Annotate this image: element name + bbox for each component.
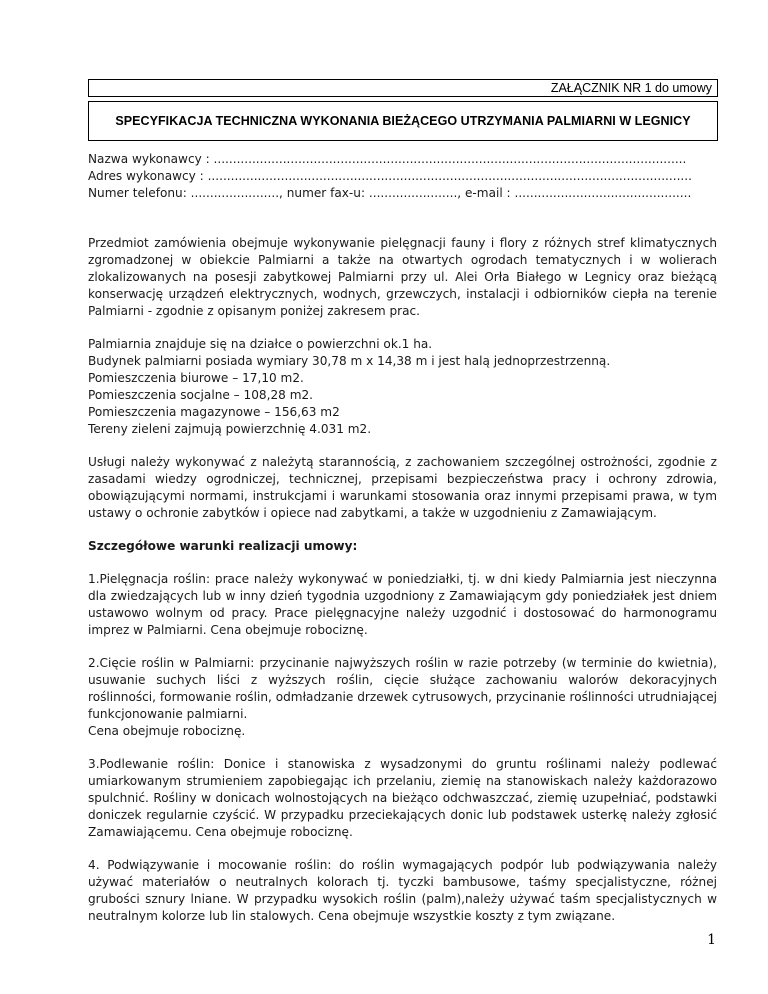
annex-label: ZAŁĄCZNIK NR 1 do umowy	[550, 81, 712, 95]
condition-item-4: 4. Podwiązywanie i mocowanie roślin: do roślin wymagających podpór lub podwiązywania należy używać materiałów o neutralnych kolorach tj. tyczki bambusowe, taśmy specjalistyczne, różnej grubości sznury lniane. W przypadku wysokich roślin (palm),należy używać taśm specjalistycznych w neutralnym kolorze lub lin stalowych. Cena obejmuje wszystkie koszty z tym związane.	[88, 858, 717, 923]
conditions-heading: Szczegółowe warunki realizacji umowy:	[88, 539, 358, 553]
annex-label-box	[88, 79, 718, 97]
condition-item-2-price: Cena obejmuje robociznę.	[88, 724, 246, 738]
condition-item-1: 1.Pielęgnacja roślin: prace należy wykonywać w poniedziałki, tj. w dni kiedy Palmiarnia jest nieczynna dla zwiedzających lub w inny dzień tygodnia uzgodniony z Zamawiającym gdy poniedziałek jest dniem ustawowo wolnym od pracy. Prace pielęgnacyjne należy uzgodnić i dostosować do harmonogramu imprez w Palmiarni. Cena obejmuje robociznę.	[88, 572, 717, 637]
fact-line: Budynek palmiarni posiada wymiary 30,78 m x 14,38 m i jest halą jednoprzestrzenną.	[88, 354, 611, 368]
document-title: SPECYFIKACJA TECHNICZNA WYKONANIA BIEŻĄCEGO UTRZYMANIA PALMIARNI W LEGNICY	[115, 114, 691, 128]
contractor-contact-line: Numer telefonu: ......................., numer fax-u: ......................., e-mail : ..............................................	[88, 186, 692, 200]
contractor-address-line: Adres wykonawcy : ..............................................................................................................................	[88, 169, 692, 183]
fact-line: Pomieszczenia socjalne – 108,28 m2.	[88, 388, 314, 402]
page-number: 1	[707, 932, 716, 948]
document-title-box	[88, 101, 718, 141]
fact-line: Pomieszczenia magazynowe – 156,63 m2	[88, 405, 340, 419]
fact-line: Palmiarnia znajduje się na działce o powierzchni ok.1 ha.	[88, 337, 433, 351]
fact-line: Tereny zieleni zajmują powierzchnię 4.031 m2.	[88, 422, 372, 436]
contractor-name-line: Nazwa wykonawcy : ...........................................................................................................................	[88, 152, 687, 166]
fact-line: Pomieszczenia biurowe – 17,10 m2.	[88, 371, 304, 385]
intro-paragraph: Przedmiot zamówienia obejmuje wykonywanie pielęgnacji fauny i flory z różnych stref klimatycznych zgromadzonej w obiekcie Palmiarni a także na otwartych ogrodach tematycznych i w wolierach zlokalizowanych na posesji zabytkowej Palmiarni przy ul. Alei Orła Białego w Legnicy oraz bieżącą konserwację urządzeń elektrycznych, wodnych, grzewczych, instalacji i odbiorników ciepła na terenie Palmiarni - zgodnie z opisanym poniżej zakresem prac.	[88, 236, 717, 318]
document-body	[88, 151, 717, 925]
condition-item-3: 3.Podlewanie roślin: Donice i stanowiska z wysadzonymi do gruntu roślinami należy podlewać umiarkowanym strumieniem zapobiegając ich przelaniu, ziemię na stanowiskach należy każdorazowo spulchnić. Rośliny w donicach wolnostojących na bieżąco odchwaszczać, ziemię uzupełniać, podstawki doniczek regularnie czyścić. W przypadku przeciekających donic lub podstawek usterkę należy zgłosić Zamawiającemu. Cena obejmuje robociznę.	[88, 757, 717, 839]
condition-item-2: 2.Cięcie roślin w Palmiarni: przycinanie najwyższych roślin w razie potrzeby (w terminie do kwietnia), usuwanie suchych liści z wyższych roślin, cięcie służące zachowaniu walorów dekoracyjnych roślinności, formowanie roślin, odmładzanie drzewek cytrusowych, przycinanie roślinności utrudniającej funkcjonowanie palmiarni.	[88, 656, 717, 721]
services-paragraph: Usługi należy wykonywać z należytą starannością, z zachowaniem szczególnej ostrożności, zgodnie z zasadami wiedzy ogrodniczej, technicznej, przepisami bezpieczeństwa pracy i ochrony zdrowia, obowiązującymi normami, instrukcjami i warunkami stosowania oraz innymi przepisami prawa, w tym ustawy o ochronie zabytków i opiece nad zabytkami, a także w uzgodnieniu z Zamawiającym.	[88, 455, 717, 520]
